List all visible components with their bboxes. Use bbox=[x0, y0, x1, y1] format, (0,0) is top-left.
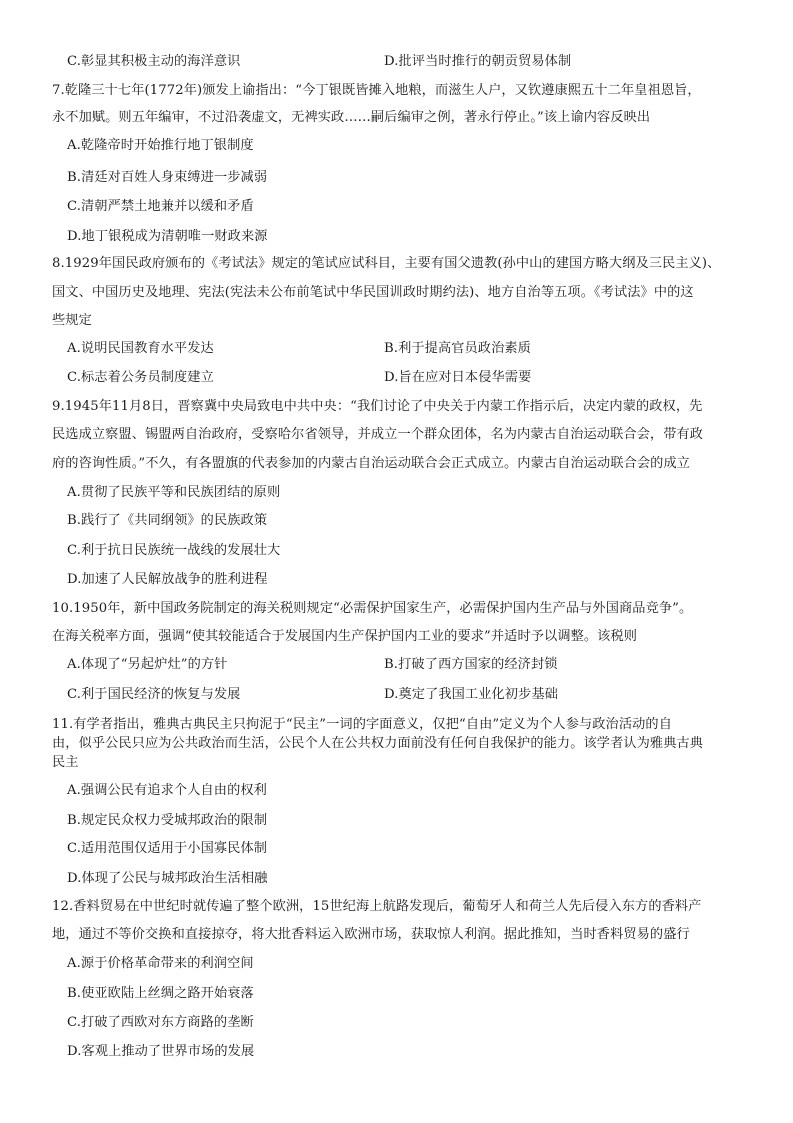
q8-option-a: A.说明民国教育水平发达 bbox=[67, 341, 214, 356]
q8-stem-line-3: 些规定 bbox=[52, 313, 92, 328]
q10-option-c: C.利于国民经济的恢复与发展 bbox=[67, 687, 241, 702]
q11-option-d: D.体现了公民与城邦政治生活相融 bbox=[67, 871, 268, 886]
q12-option-d: D.客观上推动了世界市场的发展 bbox=[67, 1044, 255, 1059]
q10-option-b: B.打破了西方国家的经济封锁 bbox=[384, 657, 558, 672]
q11-option-a: A.强调公民有追求个人自由的权利 bbox=[67, 783, 267, 798]
q10-stem-line-2: 在海关税率方面，强调“使其较能适合于发展国内生产保护国内工业的要求”并适时予以调整。该税则 bbox=[52, 629, 638, 644]
q7-option-d: D.地丁银税成为清朝唯一财政来源 bbox=[67, 229, 268, 244]
q11-stem-line-3: 民主 bbox=[52, 755, 79, 770]
q8-stem-line-2: 国文、中国历史及地理、宪法(宪法未公布前笔试中华民国训政时期约法)、地方自治等五项。《考试法》中的这 bbox=[52, 285, 694, 300]
q12-option-c: C.打破了西欧对东方商路的垄断 bbox=[67, 1015, 254, 1030]
q6-option-c: C.彰显其积极主动的海洋意识 bbox=[67, 54, 241, 69]
q11-stem-line-1: 11.有学者指出，雅典古典民主只拘泥于“民主”一词的字面意义，仅把“自由”定义为个人参与政治活动的自 bbox=[52, 717, 672, 732]
q12-stem-line-2: 地，通过不等价交换和直接掠夺，将大批香料运入欧洲市场，获取惊人利润。据此推知，当时香料贸易的盛行 bbox=[52, 927, 690, 942]
q11-option-c: C.适用范围仅适用于小国寡民体制 bbox=[67, 841, 268, 856]
q10-stem-line-1: 10.1950年，新中国政务院制定的海关税则规定“必需保护国家生产，必需保护国内生产品与外国商品竞争”。 bbox=[52, 601, 693, 616]
q11-stem-line-2: 由，似乎公民只应为公共政治而生活，公民个人在公共权力面前没有任何自我保护的能力。该学者认为雅典古典 bbox=[52, 736, 704, 751]
q12-stem-line-1: 12.香料贸易在中世纪时就传遍了整个欧洲，15世纪海上航路发现后，葡萄牙人和荷兰人先后侵入东方的香料产 bbox=[52, 899, 702, 914]
q9-option-a: A.贯彻了民族平等和民族团结的原则 bbox=[67, 485, 281, 500]
q12-option-b: B.使亚欧陆上丝绸之路开始衰落 bbox=[67, 986, 254, 1001]
q9-option-b: B.践行了《共同纲领》的民族政策 bbox=[67, 513, 268, 528]
q6-option-d: D.批评当时推行的朝贡贸易体制 bbox=[384, 54, 572, 69]
q7-stem-line-1: 7.乾隆三十七年(1772年)颁发上谕指出：“今丁银既皆摊入地粮，而滋生人户，又钦遵康熙五十二年皇祖恩旨， bbox=[52, 83, 701, 98]
q8-option-b: B.利于提高官员政治素质 bbox=[384, 341, 531, 356]
q7-option-c: C.清朝严禁土地兼并以缓和矛盾 bbox=[67, 199, 254, 214]
q9-option-c: C.利于抗日民族统一战线的发展壮大 bbox=[67, 543, 281, 558]
q9-stem-line-2: 民选成立察盟、锡盟两自治政府，受察哈尔省领导，并成立一个群众团体，名为内蒙古自治运动联合会，带有政 bbox=[52, 427, 704, 442]
q11-option-b: B.规定民众权力受城邦政治的限制 bbox=[67, 813, 268, 828]
q9-option-d: D.加速了人民解放战争的胜利进程 bbox=[67, 572, 268, 587]
q10-option-d: D.奠定了我国工业化初步基础 bbox=[384, 687, 558, 702]
q8-option-d: D.旨在应对日本侵华需要 bbox=[384, 370, 532, 385]
q7-option-a: A.乾隆帝时开始推行地丁银制度 bbox=[67, 138, 254, 153]
q9-stem-line-3: 府的咨询性质。”不久，有各盟旗的代表参加的内蒙古自治运动联合会正式成立。内蒙古自治运动联合会的成立 bbox=[52, 456, 691, 471]
q8-option-c: C.标志着公务员制度建立 bbox=[67, 370, 214, 385]
q9-stem-line-1: 9.1945年11月8日，晋察冀中央局致电中共中央：“我们讨论了中央关于内蒙工作指示后，决定内蒙的政权，先 bbox=[52, 399, 703, 414]
q8-stem-line-1: 8.1929年国民政府颁布的《考试法》规定的笔试应试科目，主要有国父遗教(孙中山的建国方略大纲及三民主义)、 bbox=[52, 256, 721, 271]
q7-stem-line-2: 永不加赋。则五年编审，不过沿袭虚文，无裨实政……嗣后编审之例，著永行停止。”该上谕内容反映出 bbox=[52, 110, 651, 125]
q10-option-a: A.体现了“另起炉灶”的方针 bbox=[67, 657, 228, 672]
q12-option-a: A.源于价格革命带来的利润空间 bbox=[67, 956, 254, 971]
q7-option-b: B.清廷对百姓人身束缚进一步减弱 bbox=[67, 170, 268, 185]
